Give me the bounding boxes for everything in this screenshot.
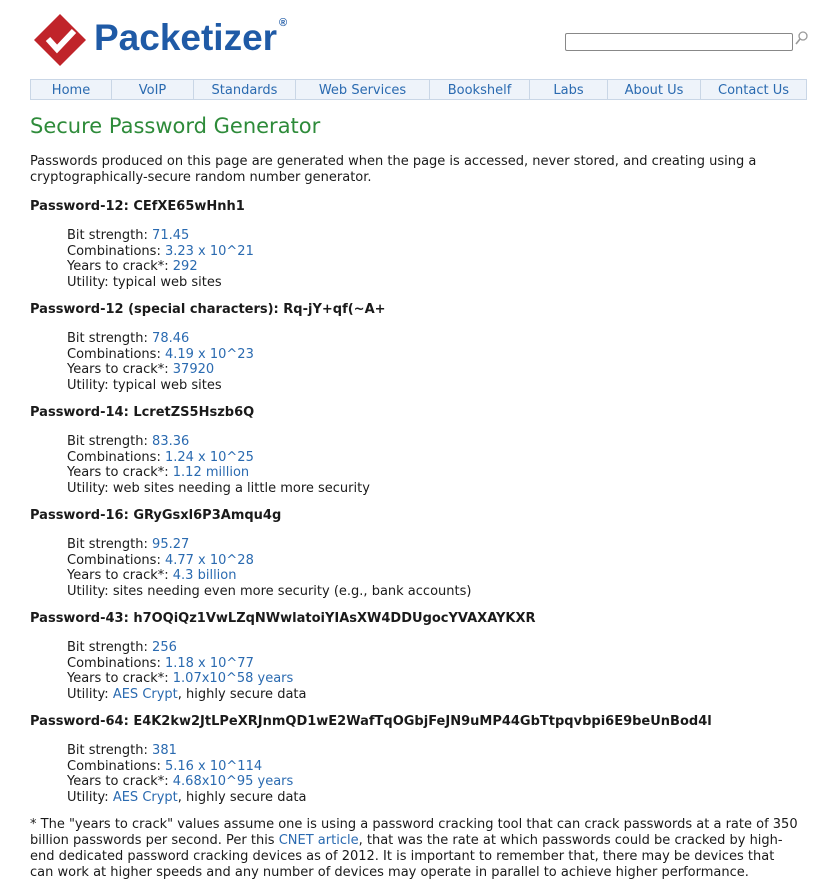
nav-home[interactable]: Home — [31, 80, 112, 99]
bit-strength-value: 95.27 — [152, 537, 190, 552]
password-details — [67, 743, 800, 805]
password-block — [30, 611, 800, 702]
years-value: 37920 — [172, 362, 215, 377]
password-heading — [30, 714, 800, 730]
bit-strength-row — [67, 743, 800, 759]
combinations-value: 5.16 x 10^114 — [164, 758, 263, 774]
bit-strength-value: 381 — [152, 743, 177, 758]
combinations-row — [67, 553, 800, 569]
bit-strength-label: Bit strength: — [67, 640, 148, 655]
combinations-label: Combinations: — [67, 758, 161, 774]
combinations-value: 1.18 x 10^77 — [164, 655, 254, 671]
password-block — [30, 199, 800, 290]
aes-crypt-link[interactable]: AES Crypt — [112, 789, 178, 805]
logo[interactable] — [32, 12, 288, 68]
utility-value: sites needing even more security (e.g., bank accounts) — [112, 583, 472, 599]
footnote — [30, 817, 800, 881]
password-block — [30, 302, 800, 393]
combinations-value: 4.19 x 10^23 — [164, 346, 254, 362]
combinations-label: Combinations: — [67, 346, 161, 362]
combinations-value: 3.23 x 10^21 — [164, 243, 254, 259]
utility-row — [67, 687, 800, 703]
years-label: Years to crack*: — [67, 568, 169, 583]
password-value[interactable]: h7OQiQz1VwLZqNWwlatoiYIAsXW4DDUgocYVAXAYKXR — [133, 611, 536, 626]
combinations-label: Combinations: — [67, 552, 161, 568]
combinations-row — [67, 450, 800, 466]
password-details — [67, 228, 800, 290]
nav-labs[interactable]: Labs — [530, 80, 608, 99]
utility-value: typical web sites — [112, 274, 222, 290]
password-heading — [30, 199, 800, 215]
password-label: Password-12: — [30, 199, 129, 214]
main-nav — [30, 79, 807, 100]
utility-label: Utility: — [67, 686, 109, 702]
combinations-value: 4.77 x 10^28 — [164, 552, 254, 568]
utility-label: Utility: — [67, 274, 109, 290]
password-value[interactable]: Rq-jY+qf(~A+ — [283, 302, 386, 317]
utility-label: Utility: — [67, 377, 109, 393]
bit-strength-label: Bit strength: — [67, 228, 148, 243]
password-heading — [30, 405, 800, 421]
utility-row — [67, 790, 800, 806]
header — [0, 0, 830, 75]
years-row — [67, 671, 800, 687]
bit-strength-label: Bit strength: — [67, 331, 148, 346]
years-label: Years to crack*: — [67, 671, 169, 686]
password-value[interactable]: E4K2kw2JtLPeXRJnmQD1wE2WafTqOGbjFeJN9uMP44GbTtpqvbpi6E9beUnBod4l — [133, 714, 712, 729]
utility-label: Utility: — [67, 480, 109, 496]
password-block — [30, 508, 800, 599]
page-title: Secure Password Generator — [30, 114, 321, 138]
password-heading — [30, 508, 800, 524]
packetizer-logo-icon — [32, 12, 88, 68]
combinations-row — [67, 244, 800, 260]
combinations-row — [67, 347, 800, 363]
years-label: Years to crack*: — [67, 362, 169, 377]
password-label: Password-12 (special characters): — [30, 302, 279, 317]
years-row — [67, 774, 800, 790]
years-value: 1.12 million — [172, 465, 250, 480]
years-row — [67, 362, 800, 378]
utility-value: , highly secure data — [177, 789, 307, 805]
password-value[interactable]: LcretZS5Hszb6Q — [133, 405, 255, 420]
brand-name: Packetizer ® — [94, 17, 288, 58]
password-label: Password-14: — [30, 405, 129, 420]
search-input[interactable] — [565, 33, 793, 51]
nav-contact-us[interactable]: Contact Us — [718, 83, 789, 98]
years-value: 4.68x10^95 years — [172, 774, 294, 789]
bit-strength-value: 83.36 — [152, 434, 190, 449]
password-block — [30, 405, 800, 496]
years-value: 292 — [172, 259, 198, 274]
bit-strength-row — [67, 640, 800, 656]
nav-bookshelf[interactable]: Bookshelf — [430, 80, 530, 99]
bit-strength-value: 71.45 — [152, 228, 190, 243]
years-row — [67, 568, 800, 584]
utility-label: Utility: — [67, 789, 109, 805]
years-label: Years to crack*: — [67, 774, 169, 789]
bit-strength-row — [67, 434, 800, 450]
years-row — [67, 465, 800, 481]
years-label: Years to crack*: — [67, 465, 169, 480]
combinations-value: 1.24 x 10^25 — [164, 449, 254, 465]
utility-value: typical web sites — [112, 377, 222, 393]
nav-standards[interactable]: Standards — [194, 80, 296, 99]
bit-strength-label: Bit strength: — [67, 537, 148, 552]
combinations-row — [67, 759, 800, 775]
bit-strength-label: Bit strength: — [67, 434, 148, 449]
combinations-label: Combinations: — [67, 449, 161, 465]
aes-crypt-link[interactable]: AES Crypt — [112, 686, 178, 702]
combinations-row — [67, 656, 800, 672]
bit-strength-row — [67, 537, 800, 553]
years-row — [67, 259, 800, 275]
utility-row — [67, 584, 800, 600]
footnote-text-after: , that was the rate at which passwords could be cracked by high-end dedicated password cracking devices as of 2012. It is important to remember that, there may be devices that can work at higher speeds and any number of devices may operate in parallel to achieve higher performance. — [30, 833, 783, 880]
bit-strength-row — [67, 331, 800, 347]
password-details — [67, 434, 800, 496]
utility-row — [67, 378, 800, 394]
search-box — [565, 30, 793, 51]
password-value[interactable]: CEfXE65wHnh1 — [133, 199, 245, 214]
bit-strength-value: 256 — [152, 640, 177, 655]
years-value: 1.07x10^58 years — [172, 671, 294, 686]
utility-value: , highly secure data — [177, 686, 307, 702]
nav-voip[interactable]: VoIP — [112, 80, 194, 99]
cnet-article-link[interactable]: CNET article — [278, 833, 359, 848]
bit-strength-row — [67, 228, 800, 244]
nav-about-us[interactable]: About Us — [608, 80, 701, 99]
password-heading — [30, 611, 800, 627]
utility-label: Utility: — [67, 583, 109, 599]
nav-web-services[interactable]: Web Services — [296, 80, 430, 99]
password-label: Password-16: — [30, 508, 129, 523]
utility-value: web sites needing a little more security — [112, 480, 370, 496]
years-label: Years to crack*: — [67, 259, 169, 274]
search-icon[interactable] — [794, 30, 808, 48]
bit-strength-label: Bit strength: — [67, 743, 148, 758]
utility-row — [67, 481, 800, 497]
intro-text: Passwords produced on this page are generated when the page is accessed, never stored, and creating using a cryptographically-secure random number generator. — [30, 154, 757, 185]
combinations-label: Combinations: — [67, 655, 161, 671]
footnote-text-before: * The "years to crack" values assume one is using a password cracking tool that can crack passwords at a rate of 350 billion passwords per second. Per this — [30, 817, 798, 848]
password-value[interactable]: GRyGsxl6P3Amqu4g — [133, 508, 282, 523]
password-details — [67, 537, 800, 599]
password-details — [67, 640, 800, 702]
password-details — [67, 331, 800, 393]
years-value: 4.3 billion — [172, 568, 237, 583]
main-content — [30, 114, 800, 881]
password-label: Password-64: — [30, 714, 129, 729]
combinations-label: Combinations: — [67, 243, 161, 259]
utility-row — [67, 275, 800, 291]
password-block — [30, 714, 800, 805]
registered-mark: ® — [278, 17, 288, 29]
password-heading — [30, 302, 800, 318]
password-label: Password-43: — [30, 611, 129, 626]
bit-strength-value: 78.46 — [152, 331, 190, 346]
